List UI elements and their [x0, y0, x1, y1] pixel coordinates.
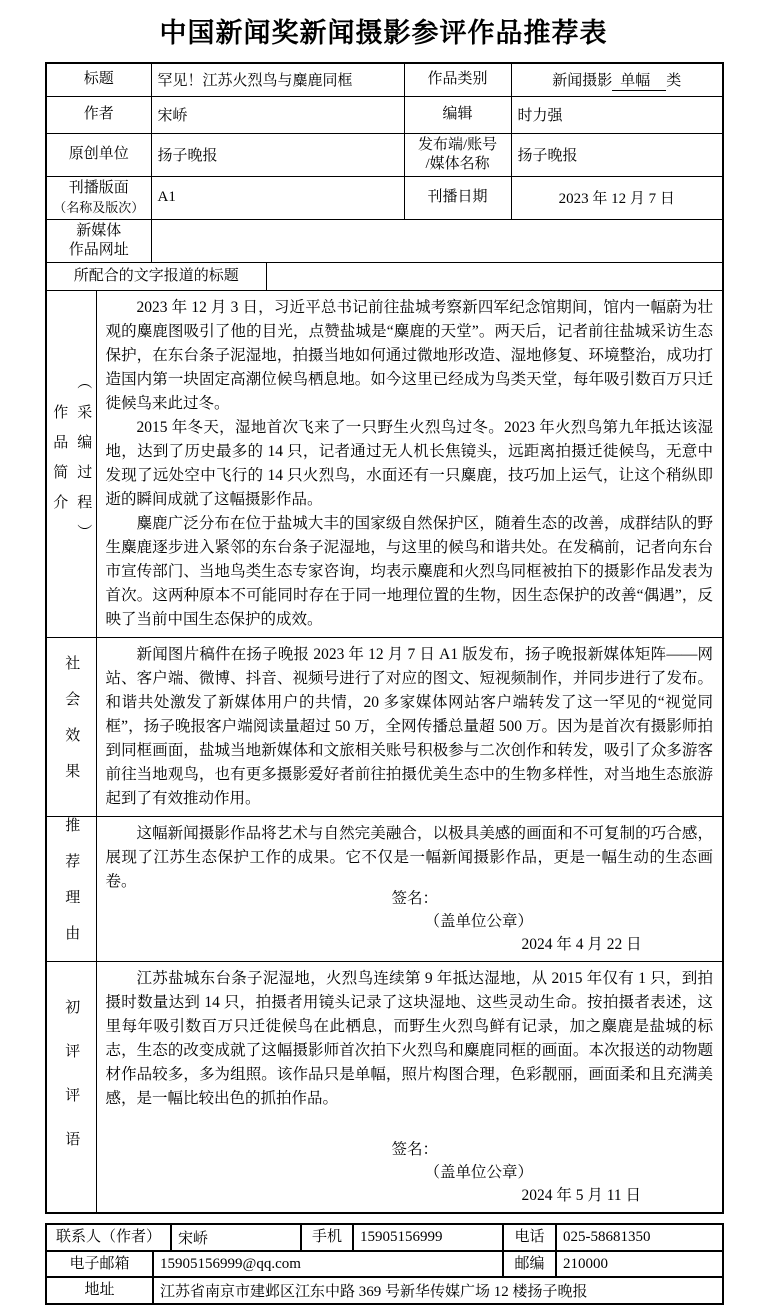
address-label: 地址: [46, 1277, 153, 1304]
review-sign-label: 签名：: [391, 1141, 439, 1158]
editor-field-value: 时力强: [511, 96, 723, 133]
review-signature-block: [97, 1138, 709, 1207]
recommendation-paragraph-1: 这幅新闻摄影作品将艺术与自然完美融合，以极具美感的画面和不可复制的巧合感，展现了江苏生态保护工作的成果。它不仅是一幅新闻摄影作品，更是一幅生动的生态画卷。: [105, 824, 714, 890]
section-review-content: [96, 961, 723, 1213]
text-report-label: 所配合的文字报道的标题: [46, 262, 266, 290]
category-prefix: 新闻摄影: [552, 73, 613, 90]
section-review-label-text: 初评评语: [63, 998, 80, 1175]
category-field-value: [511, 63, 723, 96]
section-recommendation-label-text: 推荐理由: [63, 816, 80, 961]
row-email: [46, 1251, 723, 1277]
review-seal-note: （盖单位公章）: [424, 1164, 534, 1181]
intro-paragraph-3: 麋鹿广泛分布在位于盐城大丰的国家级自然保护区，随着生态的改善，成群结队的野生麋鹿逐步进入紧邻的东台条子泥湿地，与这里的候鸟和谐共处。在发稿前，记者向东台市宣传部门、当地鸟类生态专家咨询，均表示麋鹿和火烈鸟同框被拍下的摄影作品发表为首次。这两种原本不可能同时存在于同一地理位置的生物，因生态保护的改善“偶遇”，反映了当前中国生态保护的成效。: [105, 514, 714, 628]
section-social-label-text: 社会效果: [63, 654, 80, 799]
recommendation-sign-label: 签名：: [391, 889, 439, 907]
phone-label: 电话: [503, 1224, 556, 1251]
page-label-line2: （名称及版次）: [53, 199, 145, 215]
section-review-label: [46, 961, 96, 1213]
row-author: [46, 96, 723, 133]
row-publication: [46, 176, 723, 219]
mobile-label: 手机: [301, 1224, 353, 1251]
title-field-label: 标题: [46, 63, 151, 96]
email-label: 电子邮箱: [46, 1251, 153, 1277]
recommendation-sign-date: 2024 年 4 月 22 日: [521, 935, 642, 953]
section-review-label-wrap: [47, 999, 96, 1175]
editor-field-label: 编辑: [404, 96, 511, 133]
section-social-label-wrap: [47, 655, 96, 799]
org-field-value: 扬子晚报: [151, 133, 404, 176]
email-value: 15905156999@qq.com: [153, 1251, 503, 1277]
row-contact-person: [46, 1224, 723, 1251]
section-social-content: [96, 637, 723, 816]
text-report-value: [266, 262, 723, 290]
section-intro-label: [46, 290, 96, 637]
page-field-value: A1: [151, 176, 404, 219]
row-title: [46, 63, 723, 96]
intro-paragraph-1: 2023 年 12 月 3 日，习近平总书记前往盐城考察新四军纪念馆期间，馆内一幅蔚为壮观的麋鹿图吸引了他的目光，点赞盐城是“麋鹿的天堂”。两天后，记者前往盐城采访生态保护，在东台条子泥湿地，拍摄当地如何通过微地形改造、湿地修复、环境整治，成功打造国内第一块固定高潮位候鸟栖息地。如今这里已经成为鸟类天堂，每年吸引数百万只迁徙候鸟来此过冬。: [105, 298, 714, 412]
review-paragraph-1: 江苏盐城东台条子泥湿地，火烈鸟连续第 9 年抵达湿地，从 2015 年仅有 1 只，到拍摄时数量达到 14 只，拍摄者用镜头记录了这块湿地、这些灵动生命。按拍摄者表述，这里每年吸引数百万只迁徙候鸟在此栖息，而野生火烈鸟鲜有记录，加之麋鹿是盐城的标志，生态的改变成就了这幅摄影师首次拍下火烈鸟和麋鹿同框的画面。本次报送的动物题材作品较多，多为组照。该作品只是单幅，照片构图合理，色彩靓丽，画面柔和且充满美感，是一幅比较出色的抓拍作品。: [105, 969, 714, 1107]
url-field-value: [151, 219, 723, 262]
section-intro-label-main: 作品简介: [51, 403, 68, 524]
page-field-label: [46, 176, 151, 219]
section-intro-content: [96, 290, 723, 637]
title-field-value: 罕见！江苏火烈鸟与麋鹿同框: [151, 63, 404, 96]
date-field-label: 刊播日期: [404, 176, 511, 219]
platform-field-label: [404, 133, 511, 176]
section-preliminary-review: [46, 961, 723, 1213]
category-field-label: 作品类别: [404, 63, 511, 96]
intro-paragraph-2: 2015 年冬天，湿地首次飞来了一只野生火烈鸟过冬。2023 年火烈鸟第九年抵达该湿地，达到了历史最多的 14 只，记者通过无人机长焦镜头，远距离拍摄迁徙候鸟，无意中发现了远处空中飞行的 14 只火烈鸟，水面还有一只麋鹿，技巧加上运气，让这个稍纵即逝的瞬间成就了这幅摄影作品。: [105, 418, 714, 508]
contact-person-value: 宋峤: [171, 1224, 301, 1251]
section-intro-label-sub: （采编过程）: [75, 373, 92, 554]
review-sign-date: 2024 年 5 月 11 日: [521, 1187, 642, 1204]
social-paragraph-1: 新闻图片稿件在扬子晚报 2023 年 12 月 7 日 A1 版发布，扬子晚报新媒体矩阵——网站、客户端、微博、抖音、视频号进行了对应的图文、短视频制作，并同步进行了发布。和谐共处激发了新媒体用户的共情，20 多家媒体网站客户端转发了这一罕见的“视觉同框”，扬子晚报客户端阅读量超过 50 万，全网传播总量超 500 万。因为是首次有摄影师拍到同框画面，盐城当地新媒体和文旅相关账号积极参与二次创作和转发，吸引了众多游客前往当地观鸟，也有更多摄影爱好者前往拍摄优美生态中的生物多样性，对当地生态旅游起到了有效推动作用。: [105, 645, 714, 807]
platform-label-line2: /媒体名称: [425, 155, 490, 172]
section-social-effect: [46, 637, 723, 816]
url-field-label: [46, 219, 151, 262]
row-new-media-url: [46, 219, 723, 262]
platform-field-value: 扬子晚报: [511, 133, 723, 176]
author-field-value: 宋峤: [151, 96, 404, 133]
section-recommendation-content: [96, 816, 723, 961]
row-organization: [46, 133, 723, 176]
zip-label: 邮编: [503, 1251, 556, 1277]
category-suffix: 类: [666, 73, 682, 90]
row-text-report-title: [46, 262, 723, 290]
recommendation-seal-note: （盖单位公章）: [424, 912, 534, 930]
phone-value: 025-58681350: [556, 1224, 723, 1251]
main-info-table: [45, 62, 724, 1214]
section-recommendation: [46, 816, 723, 961]
contact-table: [45, 1223, 724, 1305]
section-intro: [46, 290, 723, 637]
section-recommendation-label-wrap: [47, 817, 96, 961]
row-address: [46, 1277, 723, 1304]
section-recommendation-label: [46, 816, 96, 961]
recommendation-signature-block: [97, 887, 709, 956]
contact-person-label: 联系人（作者）: [46, 1224, 171, 1251]
address-value: 江苏省南京市建邺区江东中路 369 号新华传媒广场 12 楼扬子晚报: [153, 1277, 723, 1304]
date-field-value: 2023 年 12 月 7 日: [511, 176, 723, 219]
org-field-label: 原创单位: [46, 133, 151, 176]
author-field-label: 作者: [46, 96, 151, 133]
platform-label-line1: 发布端/账号: [417, 136, 498, 153]
page-label-line1: 刊播版面: [68, 179, 129, 196]
form-title: 中国新闻奖新闻摄影参评作品推荐表: [159, 18, 608, 48]
url-label-line1: 新媒体: [76, 222, 122, 239]
category-type-underlined: 单幅: [612, 73, 666, 91]
mobile-value: 15905156999: [353, 1224, 503, 1251]
section-social-label: [46, 637, 96, 816]
zip-value: 210000: [556, 1251, 723, 1277]
section-intro-label-wrap: [47, 374, 96, 554]
url-label-line2: 作品网址: [68, 241, 129, 258]
